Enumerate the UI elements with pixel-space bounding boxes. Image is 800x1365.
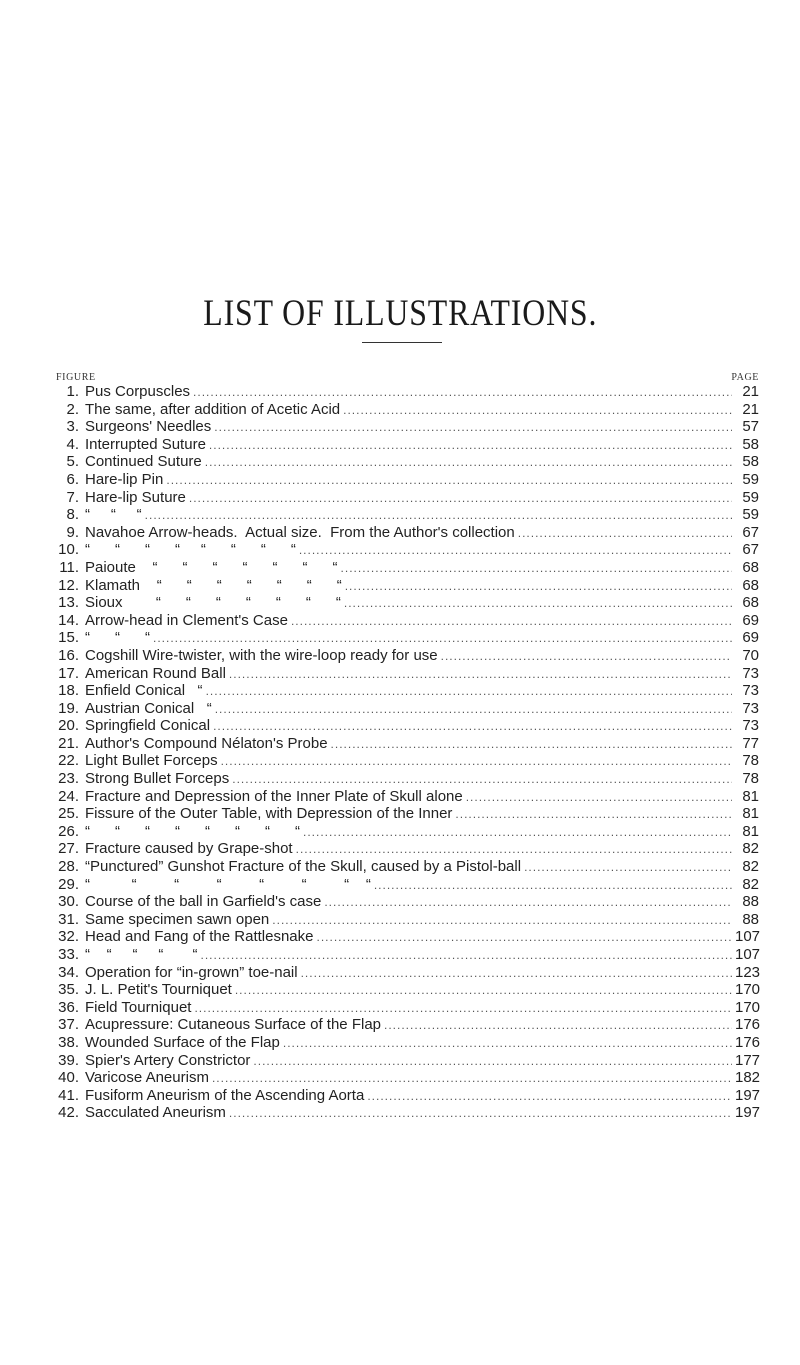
figure-title: Interrupted Suture (85, 435, 206, 453)
figure-number: 34. (58, 963, 79, 981)
page-number: 59 (742, 488, 759, 506)
list-item (56, 383, 759, 401)
figure-number: 24. (58, 787, 79, 805)
page-number: 69 (742, 629, 759, 647)
page-number: 57 (742, 418, 759, 436)
list-item (56, 770, 759, 788)
dot-leader (299, 542, 732, 560)
figure-title: Operation for “in-grown” toe-nail (85, 963, 298, 981)
page-number: 78 (742, 752, 759, 770)
dot-leader (206, 683, 732, 701)
dot-leader (317, 929, 733, 947)
dot-leader (166, 472, 732, 490)
page-number: 81 (742, 805, 759, 823)
figure-title: Paioute “ “ “ “ “ “ “ (85, 558, 338, 576)
page-number: 78 (742, 770, 759, 788)
figure-title: “ “ “ (85, 506, 142, 524)
list-item (56, 928, 759, 946)
figure-title: Varicose Aneurism (85, 1069, 209, 1087)
dot-leader (193, 384, 732, 402)
list-item (56, 665, 759, 683)
page-number: 176 (735, 1016, 761, 1034)
list-item (56, 436, 759, 454)
page-number: 82 (742, 875, 759, 893)
figure-title: Pus Corpuscles (85, 383, 191, 400)
figure-title: Sacculated Aneurism (85, 1104, 226, 1122)
page-number: 82 (742, 858, 759, 876)
figure-title: Course of the ball in Garfield's case (85, 893, 322, 911)
list-item (56, 893, 759, 911)
figure-title: The same, after addition of Acetic Acid (85, 400, 341, 418)
list-item (56, 981, 759, 999)
figure-number: 39. (58, 1051, 79, 1069)
dot-leader (331, 736, 732, 754)
dot-leader (374, 877, 732, 895)
figure-title: Fracture and Depression of the Inner Plate of Skull alone (85, 787, 463, 805)
figure-title: “Punctured” Gunshot Fracture of the Skull, caused by a Pistol-ball (85, 858, 522, 876)
list-item (56, 788, 759, 806)
figure-title: Sioux “ “ “ “ “ “ “ (85, 594, 341, 612)
page-number: 68 (742, 558, 759, 576)
dot-leader (301, 965, 732, 983)
page-number: 88 (742, 893, 759, 911)
dot-leader (524, 859, 732, 877)
dot-leader (324, 894, 732, 912)
dot-leader (235, 982, 732, 1000)
list-item (56, 1052, 759, 1070)
page-number: 170 (735, 981, 761, 999)
dot-leader (145, 507, 732, 525)
figure-title: Strong Bullet Forceps (85, 770, 230, 788)
page-number: 67 (742, 523, 759, 541)
list-item (56, 506, 759, 524)
dot-leader (212, 1070, 732, 1088)
page-number: 197 (735, 1086, 761, 1104)
dot-leader (189, 490, 732, 508)
page-number: 68 (742, 576, 759, 594)
dot-leader (201, 947, 733, 965)
list-item (56, 559, 759, 577)
figure-number: 19. (58, 699, 79, 717)
list-item (56, 647, 759, 665)
figure-number: 27. (58, 840, 79, 858)
list-item (56, 717, 759, 735)
dot-leader (344, 595, 732, 613)
page-number: 81 (742, 787, 759, 805)
figure-title: Light Bullet Forceps (85, 752, 218, 770)
column-header (56, 372, 759, 383)
list-item (56, 946, 759, 964)
figure-number: 15. (58, 629, 79, 647)
page-number: 176 (735, 1033, 761, 1051)
dot-leader (253, 1053, 732, 1071)
page-number: 58 (742, 453, 759, 471)
figure-title: Wounded Surface of the Flap (85, 1033, 280, 1051)
list-item (56, 577, 759, 595)
page-number: 67 (742, 541, 759, 559)
figure-number: 16. (58, 646, 79, 664)
page-number: 123 (735, 963, 761, 981)
figure-number: 18. (58, 682, 79, 700)
dot-leader (296, 841, 732, 859)
figure-title: Author's Compound Nélaton's Probe (85, 734, 328, 752)
figure-number: 20. (58, 717, 79, 735)
list-item (56, 418, 759, 436)
figure-number: 40. (58, 1069, 79, 1087)
list-item (56, 489, 759, 507)
list-item (56, 999, 759, 1017)
figure-title: Fusiform Aneurism of the Ascending Aorta (85, 1086, 365, 1104)
figure-title: Enfield Conical “ (85, 682, 203, 700)
illustration-list (56, 383, 759, 1122)
page-number: 21 (742, 383, 759, 400)
page-number: 73 (742, 682, 759, 700)
figure-number: 7. (66, 488, 79, 506)
list-item (56, 401, 759, 419)
figure-number: 32. (58, 928, 79, 946)
page-number: 59 (742, 470, 759, 488)
figure-number: 29. (58, 875, 79, 893)
figure-number: 13. (58, 594, 79, 612)
list-item (56, 823, 759, 841)
figure-number: 31. (58, 910, 79, 928)
figure-title: Head and Fang of the Rattlesnake (85, 928, 314, 946)
figure-number: 26. (58, 822, 79, 840)
list-item (56, 752, 759, 770)
page-number: 70 (742, 646, 759, 664)
figure-title: “ “ “ “ “ (85, 946, 198, 963)
list-item (56, 629, 759, 647)
dot-leader (229, 666, 732, 684)
dot-leader (466, 789, 732, 807)
page-number: 73 (742, 699, 759, 717)
list-item (56, 840, 759, 858)
figure-number: 11. (59, 558, 79, 576)
page-number: 88 (742, 910, 759, 928)
figure-column-heading: FIGURE (56, 372, 96, 383)
page-number: 77 (742, 734, 759, 752)
list-item (56, 1069, 759, 1087)
figure-title: American Round Ball (85, 664, 226, 682)
list-item (56, 1034, 759, 1052)
figure-title: Same specimen sawn open (85, 910, 270, 928)
figure-number: 35. (58, 981, 79, 999)
figure-number: 38. (58, 1033, 79, 1051)
list-item (56, 964, 759, 982)
list-item (56, 1016, 759, 1034)
dot-leader (518, 525, 732, 543)
list-item (56, 858, 759, 876)
dot-leader (455, 806, 732, 824)
figure-number: 33. (58, 946, 79, 963)
figure-number: 9. (66, 523, 79, 541)
dot-leader (291, 613, 732, 631)
list-item (56, 735, 759, 753)
figure-title: Spier's Artery Constrictor (85, 1051, 251, 1069)
page-number: 177 (735, 1051, 761, 1069)
dot-leader (341, 560, 732, 578)
list-item (56, 682, 759, 700)
figure-number: 14. (58, 611, 79, 629)
figure-number: 1. (66, 383, 79, 400)
page-number: 58 (742, 435, 759, 453)
figure-title: Austrian Conical “ (85, 699, 212, 717)
dot-leader (215, 701, 732, 719)
page-number: 69 (742, 611, 759, 629)
figure-number: 17. (58, 664, 79, 682)
page-number: 59 (742, 506, 759, 524)
page-number: 107 (735, 946, 761, 963)
dot-leader (283, 1035, 732, 1053)
dot-leader (214, 419, 732, 437)
figure-number: 10. (58, 541, 79, 559)
list-item (56, 911, 759, 929)
figure-number: 25. (58, 805, 79, 823)
page-number: 21 (742, 400, 759, 418)
page-number: 170 (735, 998, 761, 1016)
list-item (56, 453, 759, 471)
dot-leader (343, 402, 732, 420)
figure-number: 2. (66, 400, 79, 418)
list-item (56, 805, 759, 823)
figure-title: Field Tourniquet (85, 998, 192, 1016)
dot-leader (384, 1017, 732, 1035)
list-item (56, 594, 759, 612)
list-item (56, 471, 759, 489)
figure-title: “ “ “ “ “ “ “ “ (85, 541, 296, 559)
dot-leader (194, 1000, 732, 1018)
dot-leader (221, 753, 732, 771)
dot-leader (441, 648, 732, 666)
figure-title: J. L. Petit's Tourniquet (85, 981, 232, 999)
dot-leader (345, 578, 732, 596)
list-item (56, 541, 759, 559)
dot-leader (272, 912, 732, 930)
page-number: 107 (735, 928, 761, 946)
figure-title: “ “ “ “ “ “ “ “ (85, 822, 300, 840)
page-number: 82 (742, 840, 759, 858)
page-column-heading: PAGE (731, 372, 759, 383)
dot-leader (229, 1105, 732, 1123)
figure-number: 36. (58, 998, 79, 1016)
figure-title: Surgeons' Needles (85, 418, 212, 436)
list-item (56, 1104, 759, 1122)
page-number: 182 (735, 1069, 761, 1087)
list-item (56, 876, 759, 894)
dot-leader (209, 437, 732, 455)
figure-title: “ “ “ “ “ “ “ “ (85, 875, 371, 893)
page-number: 68 (742, 594, 759, 612)
list-item (56, 524, 759, 542)
figure-number: 23. (58, 770, 79, 788)
list-item (56, 612, 759, 630)
figure-title: Fissure of the Outer Table, with Depression of the Inner (85, 805, 453, 823)
dot-leader (232, 771, 732, 789)
page-number: 73 (742, 664, 759, 682)
page-title: LIST OF ILLUSTRATIONS. (203, 293, 598, 334)
figure-number: 5. (66, 453, 79, 471)
dot-leader (213, 718, 732, 736)
figure-number: 37. (58, 1016, 79, 1034)
figure-number: 12. (58, 576, 79, 594)
figure-title: “ “ “ (85, 629, 150, 647)
dot-leader (205, 454, 732, 472)
figure-number: 30. (58, 893, 79, 911)
figure-number: 21. (58, 734, 79, 752)
list-item (56, 700, 759, 718)
figure-title: Fracture caused by Grape-shot (85, 840, 293, 858)
figure-number: 28. (58, 858, 79, 876)
figure-title: Springfield Conical (85, 717, 211, 735)
figure-title: Klamath “ “ “ “ “ “ “ (85, 576, 342, 594)
dot-leader (367, 1088, 732, 1106)
dot-leader (153, 630, 732, 648)
figure-number: 6. (66, 470, 79, 488)
figure-number: 22. (58, 752, 79, 770)
figure-number: 8. (66, 506, 79, 524)
figure-number: 4. (66, 435, 79, 453)
page-number: 73 (742, 717, 759, 735)
list-item (56, 1087, 759, 1105)
figure-title: Cogshill Wire-twister, with the wire-loop ready for use (85, 646, 438, 664)
page-number: 81 (742, 822, 759, 840)
figure-title: Continued Suture (85, 453, 202, 471)
figure-number: 41. (58, 1086, 79, 1104)
figure-title: Arrow-head in Clement's Case (85, 611, 288, 629)
figure-title: Hare-lip Pin (85, 470, 164, 488)
figure-number: 3. (66, 418, 79, 436)
figure-number: 42. (58, 1104, 79, 1122)
figure-title: Acupressure: Cutaneous Surface of the Flap (85, 1016, 382, 1034)
dot-leader (303, 824, 732, 842)
title-rule (362, 342, 442, 343)
page-number: 197 (735, 1104, 761, 1122)
figure-title: Navahoe Arrow-heads. Actual size. From the Author's collection (85, 523, 515, 541)
figure-title: Hare-lip Suture (85, 488, 186, 506)
